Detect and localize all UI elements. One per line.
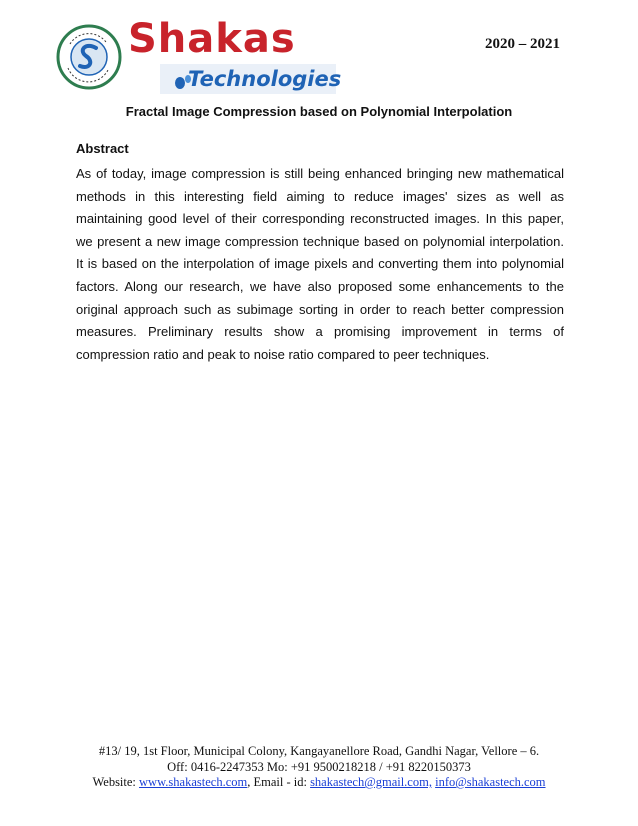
email-label: , Email - id: [247,775,307,789]
email-link-primary[interactable]: shakastech@gmail.com, [310,775,432,789]
footer-contact [0,744,638,791]
company-seal-logo [56,24,122,90]
abstract-heading: Abstract [76,141,129,156]
footer-address: #13/ 19, 1st Floor, Municipal Colony, Kangayanellore Road, Gandhi Nagar, Vellore – 6. [98,744,540,758]
footer-phones: Off: 0416-2247353 Mo: +91 9500218218 / +91 8220150373 [167,759,471,774]
paper-title: Fractal Image Compression based on Polynomial Interpolation [125,104,513,119]
email-link-secondary[interactable]: info@shakastech.com [435,775,546,789]
footer-web-email-line [0,775,638,791]
abstract-paragraph: As of today, image compression is still being enhanced bringing new mathematical methods in this interesting field aiming to reduce images' sizes as well as maintaining good level of their corresponding reconstructed images. In this paper, we present a new image compression technique based on polynomial interpolation. It is based on the interpolation of image pixels and converting them into polynomial factors. Along our research, we have also proposed some enhancements to the original approach such as subimage sorting in order to reach better compression measures. Preliminary results show a promising improvement in terms of compression ratio and peak to noise ratio compared to peer techniques. [76,166,564,362]
brand-wordmark: Shakas [128,16,296,62]
academic-year: 2020 – 2021 [485,36,560,52]
website-label: Website: [92,775,136,789]
website-link[interactable]: www.shakastech.com [139,775,248,789]
brand-subtitle: Technologies [188,67,342,91]
